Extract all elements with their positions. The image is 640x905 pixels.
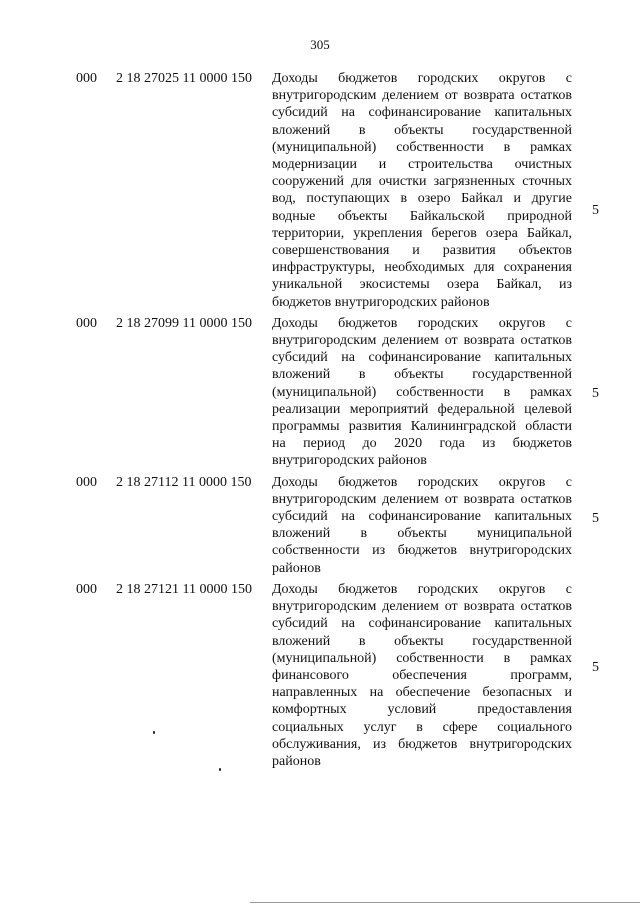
budget-classification-code: 2 18 27121 11 0000 150: [116, 581, 252, 597]
revenue-description: Доходы бюджетов городских округов с внутригородским делением от возврата остатков субсидий на софинансирование капитальных вложений в объекты государственной (муниципальной) собственности в рамках реализации мероприятий федеральной целевой программы развития Калининградской области на период до 2020 года из бюджетов внутригородских районов: [272, 315, 572, 469]
table-row: [0, 577, 640, 770]
revenue-description: Доходы бюджетов городских округов с внутригородским делением от возврата остатков субсидий на софинансирование капитальных вложений в объекты государственной (муниципальной) собственности в рамках финансового обеспечения программ, направленных на обеспечение безопасных и комфортных условий предоставления социальных услуг в сфере социального обслуживания, из бюджетов внутригородских районов: [272, 581, 572, 769]
admin-code: 000: [76, 474, 97, 490]
revenue-table: [0, 66, 640, 770]
admin-code: 000: [76, 581, 97, 597]
table-row: [0, 66, 640, 311]
distribution-norm: 5: [592, 385, 599, 401]
admin-code: 000: [76, 71, 97, 86]
budget-classification-code: 2 18 27099 11 0000 150: [116, 315, 252, 331]
revenue-description: Доходы бюджетов городских округов с внутригородским делением от возврата остатков субсидий на софинансирование капитальных вложений в объекты муниципальной собственности из бюджетов внутригородских районов: [272, 474, 572, 576]
scan-edge-line: [250, 902, 640, 903]
distribution-norm: 5: [592, 203, 599, 218]
scan-speck: [153, 731, 155, 734]
admin-code: 000: [76, 315, 97, 331]
distribution-norm: 5: [592, 659, 599, 675]
budget-classification-code: 2 18 27025 11 0000 150: [116, 71, 252, 86]
distribution-norm: 5: [592, 510, 599, 526]
revenue-description: Доходы бюджетов городских округов с внутригородским делением от возврата остатков субсидий на софинансирование капитальных вложений в объекты государственной (муниципальной) собственности в рамках модернизации и строительства очистных сооружений для очистки загрязненных сточных вод, поступающих в озеро Байкал и другие водные объекты Байкальской природной территории, укрепления берегов озера Байкал, совершенствования и развития объектов инфраструктуры, необходимых для сохранения уникальной экосистемы озера Байкал, из бюджетов внутригородских районов: [272, 71, 572, 310]
page-number: 305: [310, 37, 330, 52]
table-row: [0, 311, 640, 470]
table-row: [0, 470, 640, 577]
scan-speck: [219, 768, 221, 771]
budget-classification-code: 2 18 27112 11 0000 150: [116, 474, 252, 490]
